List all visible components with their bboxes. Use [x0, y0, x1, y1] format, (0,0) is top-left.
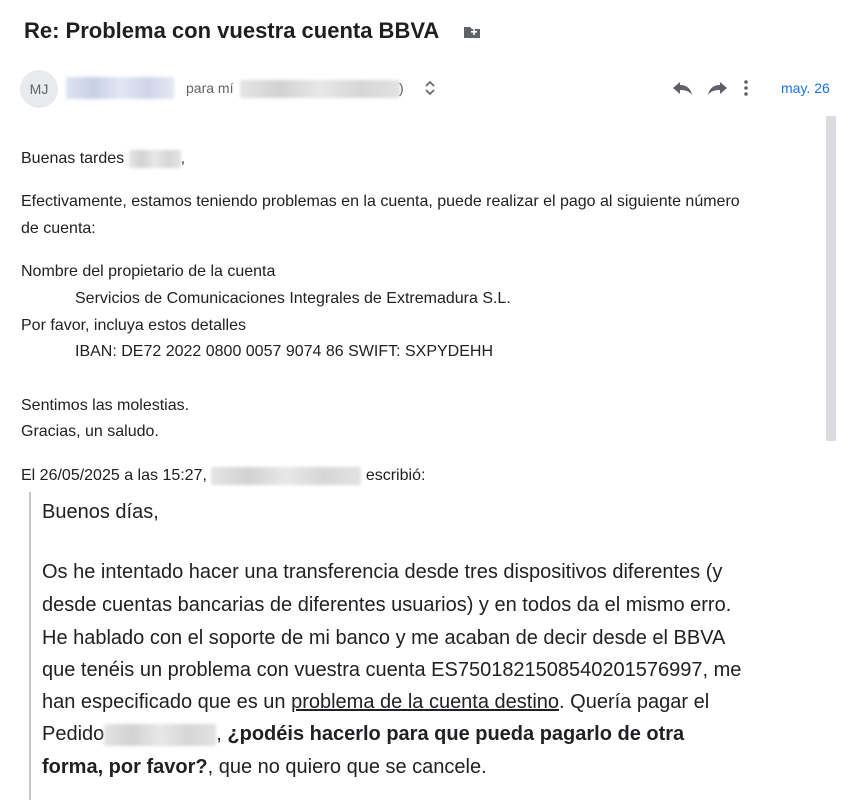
iban-value: IBAN: DE72 2022 0800 0057 9074 86 SWIFT: SXPYDEHH: [75, 343, 494, 360]
reply-icon[interactable]: [672, 79, 694, 97]
quoted-line-6-b: ,: [216, 723, 228, 745]
quote-header-suffix: escribió:: [365, 467, 426, 484]
closing-line-1: Sentimos las molestias.: [21, 397, 190, 414]
quote-header-prefix: El 26/05/2025 a las 15:27,: [21, 467, 207, 484]
quoted-line-3: He hablado con el soporte de mi banco y me acaban de decir desde el BBVA: [42, 627, 726, 649]
quoted-line-5-a: han especificado que es un: [42, 691, 292, 713]
owner-label: Nombre del propietario de la cuenta: [21, 263, 276, 280]
quoted-line-5: [42, 686, 832, 719]
email-date[interactable]: may. 26: [781, 80, 830, 96]
quoted-link: problema de la cuenta destino: [291, 691, 560, 713]
folder-icon[interactable]: [463, 25, 481, 39]
forward-icon[interactable]: [706, 79, 728, 97]
recipient-tail: ): [399, 80, 404, 96]
owner-value: Servicios de Comunicaciones Integrales de Extremadura S.L.: [75, 290, 511, 307]
quoted-line-2: desde cuentas bancarias de diferentes usuarios) y en todos da el mismo erro.: [42, 594, 732, 616]
quoted-line-1: Os he intentado hacer una transferencia desde tres dispositivos diferentes (y: [42, 561, 723, 583]
details-label: Por favor, incluya estos detalles: [21, 317, 247, 334]
quote-bar: [29, 492, 31, 800]
reply-greeting: [21, 149, 185, 169]
quoted-line-7-bold: forma, por favor?: [42, 756, 208, 778]
quoted-sender-redacted: [211, 467, 361, 485]
quoted-line-6-bold: ¿podéis hacerlo para que pueda pagarlo de otra: [227, 723, 685, 745]
quote-header: [21, 466, 425, 486]
order-number-redacted: [104, 724, 216, 746]
recipient-address-redacted: [240, 80, 400, 98]
recipient-label: para mí: [186, 80, 234, 96]
closing-line-2: Gracias, un saludo.: [21, 423, 159, 440]
sender-name-redacted: [66, 77, 174, 99]
quoted-line-6: [42, 718, 832, 751]
quoted-line-6-a: Pedido: [42, 723, 105, 745]
reply-p1-line2: de cuenta:: [21, 220, 96, 237]
quoted-greeting: Buenos días,: [42, 501, 159, 523]
email-subject: Re: Problema con vuestra cuenta BBVA: [24, 18, 440, 43]
expand-icon[interactable]: [424, 79, 436, 97]
quoted-line-7-b: , que no quiero que se cancele.: [207, 756, 487, 778]
more-vert-icon[interactable]: [740, 78, 752, 98]
reply-p1-line1: Efectivamente, estamos teniendo problemas en la cuenta, puede realizar el pago al siguiente número: [21, 193, 740, 210]
quoted-line-4: que tenéis un problema con vuestra cuenta ES7501821508540201576997, me: [42, 659, 742, 681]
recipient-name-redacted: [129, 150, 181, 168]
scrollbar[interactable]: [826, 116, 836, 441]
quoted-line-7: [42, 751, 832, 784]
sender-avatar[interactable]: MJ: [20, 70, 58, 108]
quoted-line-5-b: . Quería pagar el: [559, 691, 710, 713]
greeting-punct: ,: [180, 150, 186, 167]
greeting-text: Buenas tardes: [21, 150, 125, 167]
